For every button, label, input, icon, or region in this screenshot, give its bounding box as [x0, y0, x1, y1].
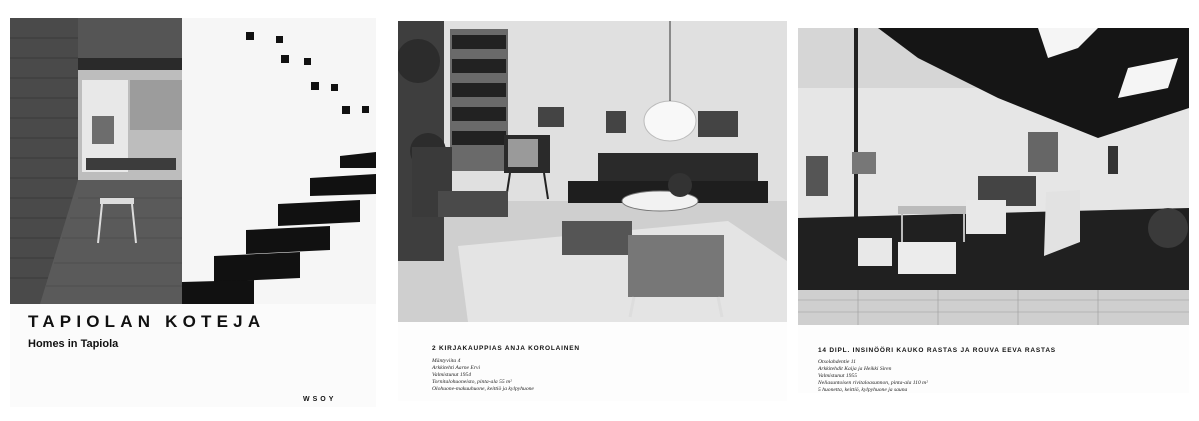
detail-address: Mäntyviita 4: [432, 358, 461, 364]
detail-architect: Arkkitehti Aarne Ervi: [432, 365, 481, 371]
cover-subtitle: Homes in Tapiola: [28, 338, 119, 350]
book-page-left: [398, 21, 787, 401]
detail-completed: Valmistunut 1954: [432, 372, 472, 378]
detail-rooms: Olohuone-makuuhuone, keittiö ja kylpyhuone: [432, 386, 534, 392]
detail-address: Otsolahdentie 11: [818, 359, 856, 365]
cover-photo: [10, 18, 376, 304]
page-heading: 2 KIRJAKAUPPIAS ANJA KOROLAINEN: [432, 345, 580, 352]
book-cover: [10, 18, 376, 407]
interior-photo: [798, 28, 1189, 325]
detail-rooms: 5 huonetta, keittiö, kylpyhuone ja sauna: [818, 387, 908, 393]
detail-area: Tornitalohuoneisto, pinta-ala 55 m²: [432, 379, 512, 385]
detail-area: Neliasuntoisen rivitaloasunnon, pinta-ala 110 m²: [818, 380, 928, 386]
detail-architect: Arkkitehdit Kaija ja Heikki Siren: [818, 366, 892, 372]
cover-title: TAPIOLAN KOTEJA: [28, 312, 266, 331]
book-page-right: [798, 28, 1189, 393]
publisher-logo: WSOY: [303, 396, 337, 403]
page-heading: 14 DIPL. INSINÖÖRI KAUKO RASTAS JA ROUVA EEVA RASTAS: [818, 347, 1056, 354]
detail-completed: Valmistunut 1955: [818, 373, 858, 379]
living-room-photo: [398, 21, 787, 322]
